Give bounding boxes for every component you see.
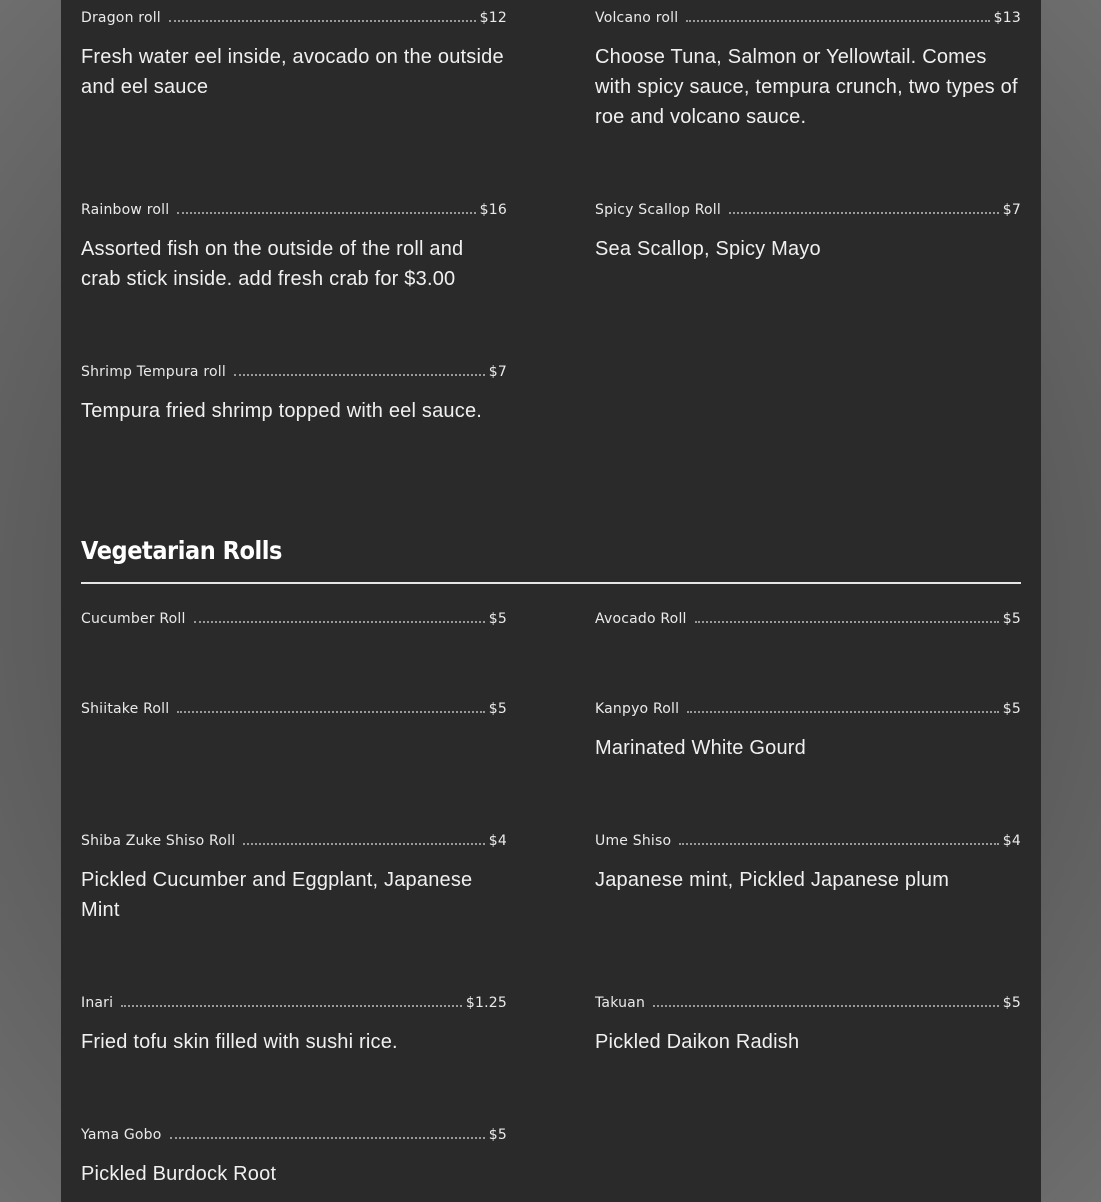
item-name: Avocado Roll xyxy=(595,611,687,627)
item-name: Yama Gobo xyxy=(81,1127,162,1143)
item-description: Marinated White Gourd xyxy=(595,737,806,759)
item-name: Kanpyo Roll xyxy=(595,701,680,717)
leader-dots xyxy=(169,20,476,22)
item-price: $5 xyxy=(1002,995,1021,1011)
item-price: $5 xyxy=(1002,701,1021,717)
item-price: $4 xyxy=(488,833,507,849)
item-price: $7 xyxy=(488,364,507,380)
section-title-vegetarian: Vegetarian Rolls xyxy=(81,536,282,565)
menu-item-shrimp-tempura-roll xyxy=(81,360,507,426)
menu-item-rainbow-roll xyxy=(81,198,507,294)
item-price: $1.25 xyxy=(465,995,507,1011)
leader-dots xyxy=(687,711,999,713)
menu-item-inari xyxy=(81,991,507,1057)
item-name: Shiba Zuke Shiso Roll xyxy=(81,833,236,849)
menu-item-kanpyo-roll xyxy=(595,697,1021,763)
item-description: Choose Tuna, Salmon or Yellowtail. Comes with spicy sauce, tempura crunch, two types of roe and volcano sauce. xyxy=(595,46,1018,128)
leader-dots xyxy=(121,1005,462,1007)
leader-dots xyxy=(243,843,484,845)
item-description: Japanese mint, Pickled Japanese plum xyxy=(595,869,950,891)
item-name: Takuan xyxy=(595,995,646,1011)
leader-dots xyxy=(194,621,485,623)
leader-dots xyxy=(679,843,999,845)
section-divider xyxy=(81,582,1021,584)
item-description: Fresh water eel inside, avocado on the outside and eel sauce xyxy=(81,46,504,98)
menu-item-takuan xyxy=(595,991,1021,1057)
menu-item-shiba-zuke-shiso-roll xyxy=(81,829,507,925)
item-price: $5 xyxy=(1002,611,1021,627)
item-description: Tempura fried shrimp topped with eel sauce. xyxy=(81,400,483,422)
item-name: Shiitake Roll xyxy=(81,701,170,717)
item-name: Shrimp Tempura roll xyxy=(81,364,226,380)
item-price: $5 xyxy=(488,1127,507,1143)
item-name: Ume Shiso xyxy=(595,833,672,849)
leader-dots xyxy=(729,212,999,214)
item-price: $7 xyxy=(1002,202,1021,218)
item-name: Inari xyxy=(81,995,114,1011)
leader-dots xyxy=(177,711,484,713)
menu-item-volcano-roll xyxy=(595,6,1021,132)
item-name: Dragon roll xyxy=(81,10,161,26)
menu-item-avocado-roll xyxy=(595,607,1021,627)
leader-dots xyxy=(695,621,999,623)
item-price: $16 xyxy=(479,202,507,218)
leader-dots xyxy=(686,20,989,22)
item-name: Volcano roll xyxy=(595,10,679,26)
item-name: Spicy Scallop Roll xyxy=(595,202,721,218)
item-price: $12 xyxy=(479,10,507,26)
leader-dots xyxy=(234,374,485,376)
leader-dots xyxy=(170,1137,485,1139)
menu-item-ume-shiso xyxy=(595,829,1021,895)
menu-item-spicy-scallop-roll xyxy=(595,198,1021,264)
leader-dots xyxy=(177,212,475,214)
item-name: Cucumber Roll xyxy=(81,611,186,627)
item-description: Fried tofu skin filled with sushi rice. xyxy=(81,1031,398,1053)
item-description: Assorted fish on the outside of the roll and crab stick inside. add fresh crab for $3.00 xyxy=(81,238,464,290)
menu-item-yama-gobo xyxy=(81,1123,507,1189)
item-description: Pickled Daikon Radish xyxy=(595,1031,800,1053)
item-description: Pickled Burdock Root xyxy=(81,1163,277,1185)
item-description: Pickled Cucumber and Eggplant, Japanese Mint xyxy=(81,869,473,921)
menu-item-shiitake-roll xyxy=(81,697,507,717)
item-price: $13 xyxy=(993,10,1021,26)
menu-item-dragon-roll xyxy=(81,6,507,102)
leader-dots xyxy=(653,1005,999,1007)
item-name: Rainbow roll xyxy=(81,202,170,218)
item-price: $4 xyxy=(1002,833,1021,849)
item-price: $5 xyxy=(488,611,507,627)
menu-item-cucumber-roll xyxy=(81,607,507,627)
item-description: Sea Scallop, Spicy Mayo xyxy=(595,238,821,260)
item-price: $5 xyxy=(488,701,507,717)
